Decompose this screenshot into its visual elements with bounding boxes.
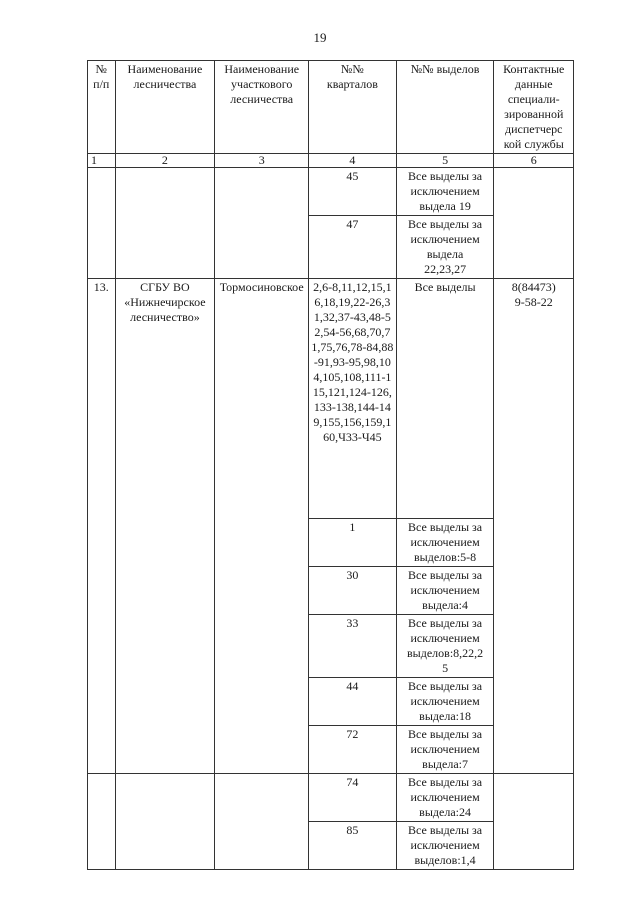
- column-number: 6: [494, 154, 574, 168]
- contact-cell: [494, 168, 574, 279]
- number-cell: [88, 168, 116, 279]
- contact-cell: 8(84473) 9-58-22: [494, 279, 574, 774]
- quarter-cell: 45: [309, 168, 397, 216]
- quarter-cell: 30: [309, 567, 397, 615]
- plots-cell: Все выделы за исключением выдела 22,23,27: [396, 216, 494, 279]
- table-row: [88, 168, 574, 216]
- number-cell: 13.: [88, 279, 116, 774]
- quarter-cell: 33: [309, 615, 397, 678]
- table-row: [88, 279, 574, 519]
- forestry-registry-table: [87, 60, 574, 870]
- header-quarters: №№ кварталов: [309, 61, 397, 154]
- forestry-cell: [115, 774, 215, 870]
- page-number: 19: [313, 30, 327, 45]
- number-cell: [88, 774, 116, 870]
- column-number: 3: [215, 154, 309, 168]
- header-forestry: Наименование лесничества: [115, 61, 215, 154]
- plots-cell: Все выделы: [396, 279, 494, 519]
- column-number: 5: [396, 154, 494, 168]
- column-number: 1: [88, 154, 116, 168]
- plots-cell: Все выделы за исключением выделов:5-8: [396, 519, 494, 567]
- quarter-cell: 1: [309, 519, 397, 567]
- column-numbers-row: [88, 154, 574, 168]
- plots-cell: Все выделы за исключением выдела:7: [396, 726, 494, 774]
- forestry-cell: [115, 168, 215, 279]
- table-header-row: [88, 61, 574, 154]
- forestry-cell: СГБУ ВО «Нижнечирское лесничество»: [115, 279, 215, 774]
- column-number: 2: [115, 154, 215, 168]
- table-row: [88, 774, 574, 822]
- plots-cell: Все выделы за исключением выделов:1,4: [396, 822, 494, 870]
- header-district-forestry: Наименование участкового лесничества: [215, 61, 309, 154]
- plots-cell: Все выделы за исключением выдела:24: [396, 774, 494, 822]
- district-cell: [215, 168, 309, 279]
- district-cell: Тормосиновское: [215, 279, 309, 774]
- quarter-cell: 47: [309, 216, 397, 279]
- plots-cell: Все выделы за исключением выдела:4: [396, 567, 494, 615]
- plots-cell: Все выделы за исключением выдела:18: [396, 678, 494, 726]
- quarter-cell: 85: [309, 822, 397, 870]
- header-number: № п/п: [88, 61, 116, 154]
- header-contacts: Контактные данные специали- зированной диспетчерс кой службы: [494, 61, 574, 154]
- quarter-cell: 72: [309, 726, 397, 774]
- plots-cell: Все выделы за исключением выдела 19: [396, 168, 494, 216]
- district-cell: [215, 774, 309, 870]
- header-plots: №№ выделов: [396, 61, 494, 154]
- quarter-cell: 74: [309, 774, 397, 822]
- quarter-cell: 44: [309, 678, 397, 726]
- contact-cell: [494, 774, 574, 870]
- column-number: 4: [309, 154, 397, 168]
- plots-cell: Все выделы за исключением выделов:8,22,2 5: [396, 615, 494, 678]
- quarter-cell: 2,6-8,11,12,15,16,18,19,22-26,31,32,37-43,48-52,54-56,68,70,71,75,76,78-84,88-91,93-95,98,104,105,108,111-115,121,124-126,133-138,144-149,155,156,159,160,Ч33-Ч45: [309, 279, 397, 519]
